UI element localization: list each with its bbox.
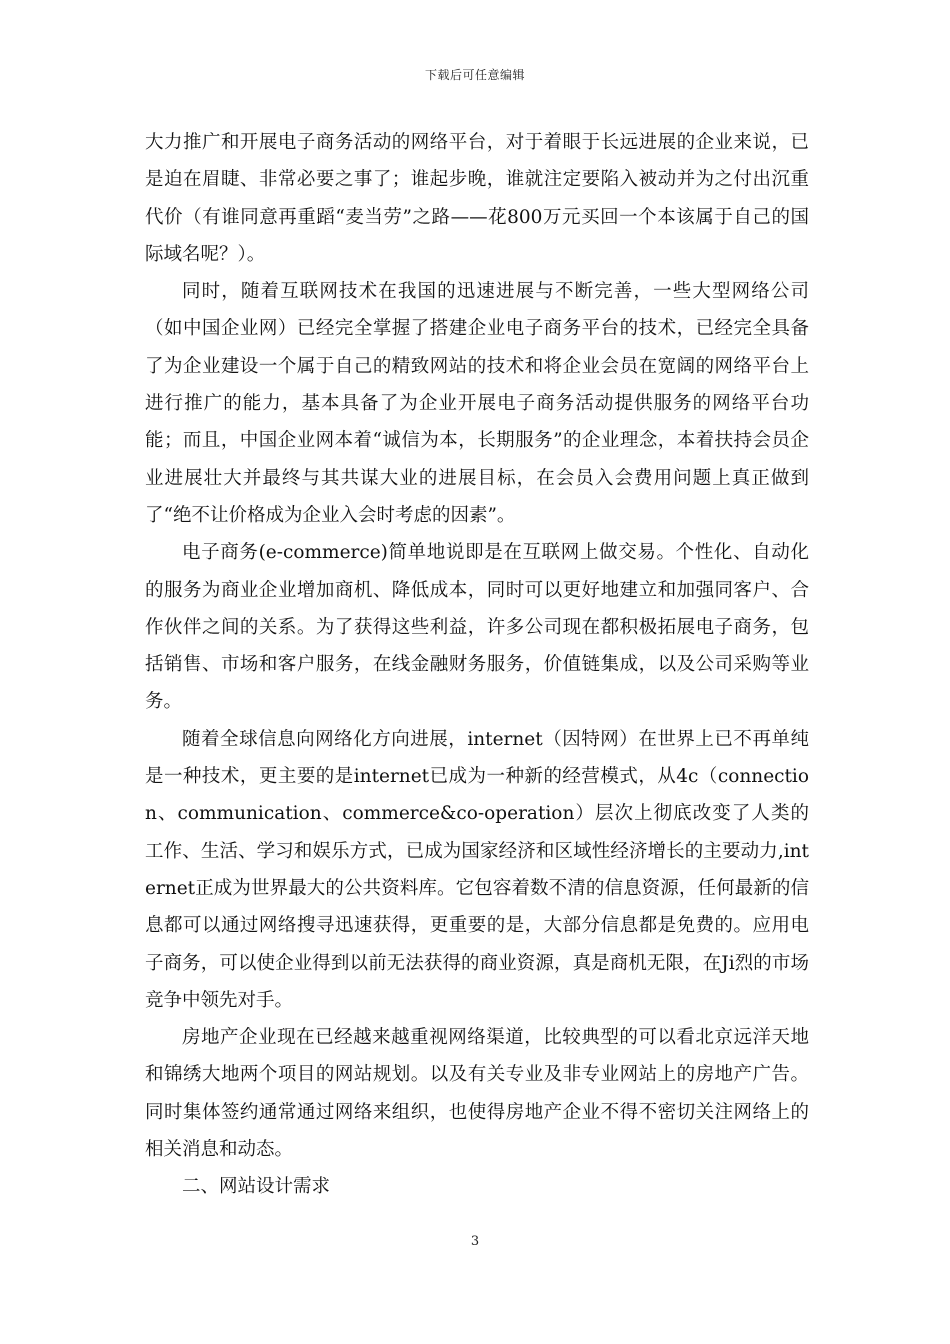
paragraph-1: 大力推广和开展电子商务活动的网络平台，对于着眼于长远进展的企业来说，已是迫在眉睫、非常必要之事了；谁起步晚，谁就注定要陷入被动并为之付出沉重代价（有谁同意再重蹈“麦当劳”之路——花800万元买回一个本该属于自己的国际域名呢？）。 [145,132,809,265]
page-header: 下载后可任意编辑 [424,68,525,82]
page-number: 3 [470,1234,480,1249]
document-body [145,124,809,1206]
paragraph-4: 随着全球信息向网络化方向进展，internet（因特网）在世界上已不再单纯是一种技术，更主要的是internet已成为一种新的经营模式，从4c（connection、communication、commerce&co-operation）层次上彻底改变了人类的工作、生活、学习和娱乐方式，已成为国家经济和区域性经济增长的主要动力,internet正成为世界最大的公共资料库。它包容着数不清的信息资源，任何最新的信息都可以通过网络搜寻迅速获得，更重要的是，大部分信息都是免费的。应用电子商务，可以使企业得到以前无法获得的商业资源，真是商机无限，在Ji烈的市场竞争中领先对手。 [145,728,809,1011]
paragraph-5: 房地产企业现在已经越来越重视网络渠道，比较典型的可以看北京远洋天地和锦绣大地两个项目的网站规划。以及有关专业及非专业网站上的房地产广告。同时集体签约通常通过网络来组织，也使得房地产企业不得不密切关注网络上的相关消息和动态。 [145,1027,809,1161]
paragraph-2: 同时，随着互联网技术在我国的迅速进展与不断完善，一些大型网络公司（如中国企业网）已经完全掌握了搭建企业电子商务平台的技术，已经完全具备了为企业建设一个属于自己的精致网站的技术和将企业会员在宽阔的网络平台上进行推广的能力，基本具备了为企业开展电子商务活动提供服务的网络平台功能；而且，中国企业网本着“诚信为本，长期服务”的企业理念，本着扶持会员企业进展壮大并最终与其共谋大业的进展目标，在会员入会费用问题上真正做到了“绝不让价格成为企业入会时考虑的因素”。 [145,281,809,526]
section-heading: 二、网站设计需求 [182,1176,331,1198]
paragraph-3: 电子商务(e-commerce)简单地说即是在互联网上做交易。个性化、自动化的服务为商业企业增加商机、降低成本，同时可以更好地建立和加强同客户、合作伙伴之间的关系。为了获得这些利益，许多公司现在都积极拓展电子商务，包括销售、市场和客户服务，在线金融财务服务，价值链集成，以及公司采购等业务。 [145,542,809,713]
